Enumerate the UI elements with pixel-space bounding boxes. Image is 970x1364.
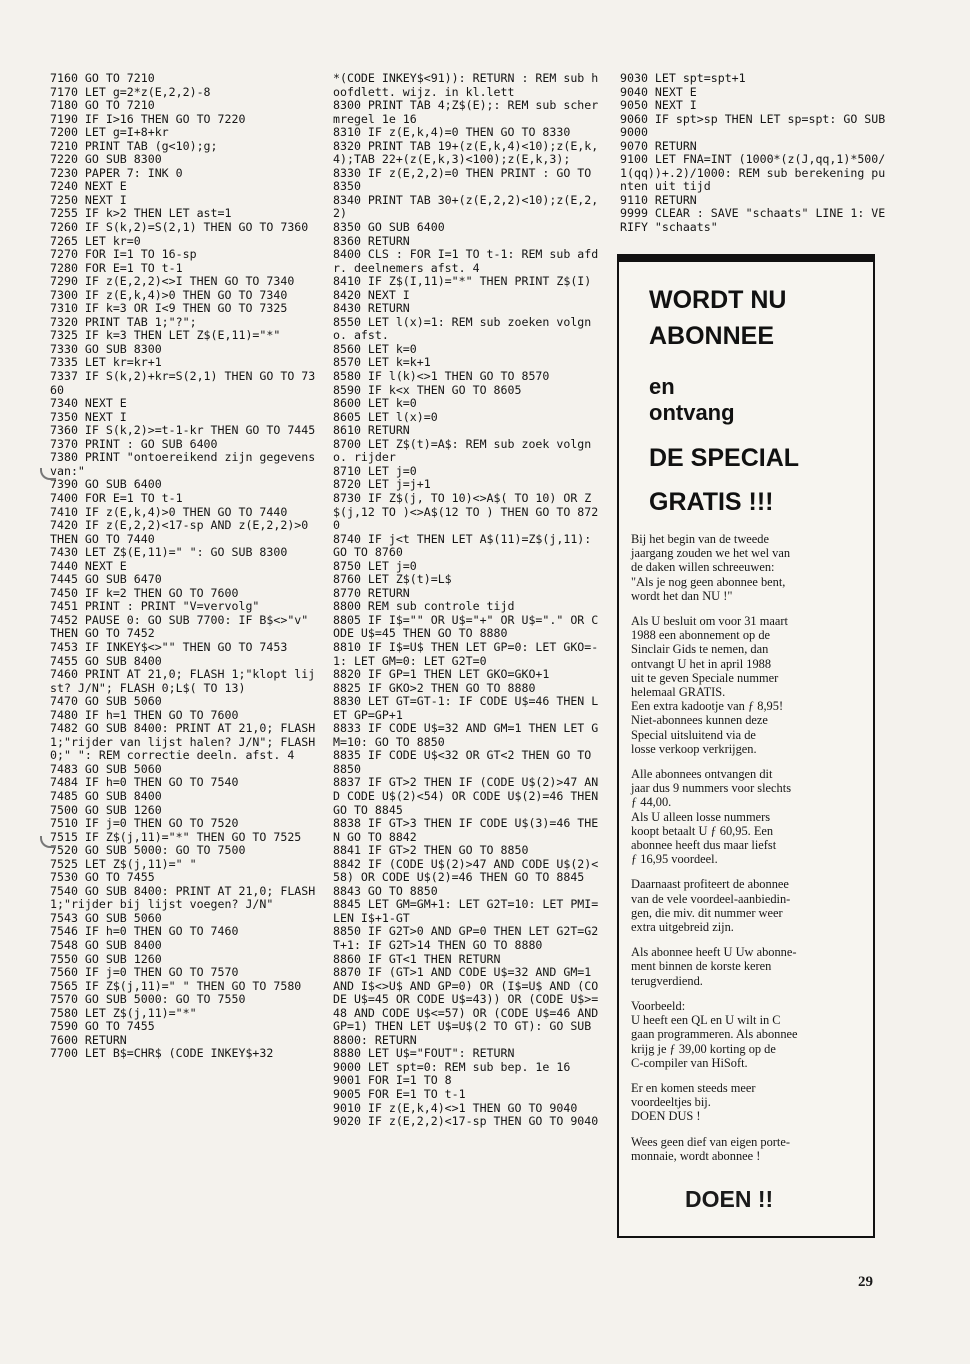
code-line: 8605 LET l(x)=0 xyxy=(333,409,438,424)
advert-paragraph xyxy=(631,1135,859,1163)
code-line: 7255 IF k>2 THEN LET ast=1 xyxy=(50,206,232,221)
code-line: 7530 GO TO 7455 xyxy=(50,870,155,885)
advert-line: koopt betaalt U ƒ 60,95. Een xyxy=(631,823,774,838)
code-line: 8845 LET GM=GM+1: LET G2T=10: LET PMI= LEN I$+1-GT xyxy=(333,897,606,925)
code-line: 8837 IF GT>2 THEN IF (CODE U$(2)>47 AND CODE U$(2)<54) OR CODE U$(2)=46 THEN GO TO 8845 xyxy=(333,775,606,817)
advert-line: Alle abonnees ontvangen dit xyxy=(631,767,773,782)
code-line: 7700 LET B$=CHR$ (CODE INKEY$+32 xyxy=(50,1046,274,1061)
advert-line: U heeft een QL en U wilt in C xyxy=(631,1013,781,1028)
advert-line: Als U alleen losse nummers xyxy=(631,809,771,824)
code-line: 8430 RETURN xyxy=(333,301,410,316)
code-line: 9060 IF spt>sp THEN LET sp=spt: GO SUB 9000 xyxy=(620,111,893,140)
code-line: 7335 LET kr=kr+1 xyxy=(50,355,162,370)
advert-line: jaar dus 9 nummers voor slechts xyxy=(631,781,792,796)
advert-line: C-compiler van HiSoft. xyxy=(631,1055,748,1070)
code-line: 9001 FOR I=1 TO 8 xyxy=(333,1073,452,1088)
code-line: 7230 PAPER 7: INK 0 xyxy=(50,165,183,180)
code-line: 7590 GO TO 7455 xyxy=(50,1019,155,1034)
code-line: 7482 GO SUB 8400: PRINT AT 21,0; FLASH 1;"rijder van lijst halen? J/N"; FLASH 0;" ": REM correctie deeln. afst. 4 xyxy=(50,721,323,763)
advert-line: wordt het dan NU !" xyxy=(631,588,733,603)
advert-line: ƒ 44,00. xyxy=(631,795,672,810)
code-line: 9040 NEXT E xyxy=(620,84,697,99)
code-line: 7260 IF S(k,2)=S(2,1) THEN GO TO 7360 xyxy=(50,220,309,235)
advert-line: Voorbeeld: xyxy=(631,998,686,1013)
code-line: 9110 RETURN xyxy=(620,192,697,207)
code-line: 8880 LET U$="FOUT": RETURN xyxy=(333,1046,515,1061)
code-line: 7320 PRINT TAB 1;"?"; xyxy=(50,314,197,329)
code-line: 7340 NEXT E xyxy=(50,396,127,411)
basic-listing-column-3 xyxy=(620,72,892,235)
code-line: *(CODE INKEY$<91)): RETURN : REM sub hoofdlett. wijz. in kl.lett xyxy=(333,71,599,99)
code-line: 8410 IF Z$(I,11)="*" THEN PRINT Z$(I) xyxy=(333,274,592,289)
code-line: 8843 GO TO 8850 xyxy=(333,883,438,898)
code-line: 7400 FOR E=1 TO t-1 xyxy=(50,490,183,505)
code-line: 7200 LET g=I+8+kr xyxy=(50,125,169,140)
advert-line: Als U besluit om voor 31 maart xyxy=(631,614,788,629)
code-line: 8850 IF G2T>0 AND GP=0 THEN LET G2T=G2T+1: IF G2T>14 THEN GO TO 8880 xyxy=(333,924,599,952)
margin-mark xyxy=(40,468,56,480)
code-line: 8833 IF CODE U$=32 AND GM=1 THEN LET GM=10: GO TO 8850 xyxy=(333,721,599,749)
advert-line: helemaal GRATIS. xyxy=(631,685,726,700)
code-line: 8310 IF z(E,k,4)=0 THEN GO TO 8330 xyxy=(333,125,571,140)
code-line: 7250 NEXT I xyxy=(50,192,127,207)
code-line: 7510 IF j=0 THEN GO TO 7520 xyxy=(50,816,239,831)
code-line: 8825 IF GKO>2 THEN GO TO 8880 xyxy=(333,680,536,695)
code-line: 7525 LET Z$(j,11)=" " xyxy=(50,856,197,871)
code-line: 7190 IF I>16 THEN GO TO 7220 xyxy=(50,111,246,126)
code-line: 7485 GO SUB 8400 xyxy=(50,788,162,803)
code-line: 7484 IF h=0 THEN GO TO 7540 xyxy=(50,775,239,790)
advert-paragraph xyxy=(631,999,859,1070)
code-line: 7540 GO SUB 8400: PRINT AT 21,0; FLASH 1;"rijder bij lijst voegen? J/N" xyxy=(50,883,323,912)
margin-mark xyxy=(40,836,56,848)
code-line: 7450 IF k=2 THEN GO TO 7600 xyxy=(50,585,239,600)
advert-line: jaargang zouden we het wel van xyxy=(631,546,791,561)
code-line: 8820 IF GP=1 THEN LET GKO=GKO+1 xyxy=(333,667,550,682)
advert-call-to-action: DOEN !! xyxy=(685,1186,774,1212)
code-line: 7515 IF Z$(j,11)="*" THEN GO TO 7525 xyxy=(50,829,302,844)
code-line: 7360 IF S(k,2)>=t-1-kr THEN GO TO 7445 xyxy=(50,423,316,438)
code-line: 7440 NEXT E xyxy=(50,558,127,573)
code-line: 8760 LET Z$(t)=L$ xyxy=(333,572,452,587)
code-line: 7370 PRINT : GO SUB 6400 xyxy=(50,436,218,451)
advert-line: ment binnen de korste keren xyxy=(631,959,772,974)
advert-line: abonnee heeft dus maar liefst xyxy=(631,838,777,853)
advert-headline-1: WORDT NU xyxy=(649,286,787,314)
code-line: 7325 IF k=3 THEN LET Z$(E,11)="*" xyxy=(50,328,281,343)
advert-line: monnaie, wordt abonnee ! xyxy=(631,1148,761,1163)
code-line: 7210 PRINT TAB (g<10);g; xyxy=(50,138,218,153)
advert-paragraph xyxy=(631,614,859,756)
code-line: 7350 NEXT I xyxy=(50,409,127,424)
code-line: 8730 IF Z$(j, TO 10)<>A$( TO 10) OR Z$(j,12 TO )<>A$(12 TO ) THEN GO TO 8720 xyxy=(333,490,599,533)
advert-paragraph xyxy=(631,532,859,603)
code-line: 7570 GO SUB 5000: GO TO 7550 xyxy=(50,992,246,1007)
code-line: 7543 GO SUB 5060 xyxy=(50,910,162,925)
code-line: 7483 GO SUB 5060 xyxy=(50,761,162,776)
code-line: 7310 IF k=3 OR I<9 THEN GO TO 7325 xyxy=(50,301,288,316)
code-line: 7380 PRINT "ontoereikend zijn gegevens van:" xyxy=(50,450,323,478)
advert-line: Bij het begin van de tweede xyxy=(631,532,769,546)
advert-line: Daarnaast profiteert de abonnee xyxy=(631,877,789,892)
advert-line: Niet-abonnees kunnen deze xyxy=(631,713,768,728)
advert-headline-4: ontvang xyxy=(649,400,735,425)
code-line: 8720 LET j=j+1 xyxy=(333,477,431,492)
basic-listing-column-1 xyxy=(50,72,322,1061)
code-line: 8340 PRINT TAB 30+(z(E,2,2)<10);z(E,2,2) xyxy=(333,192,599,221)
code-line: 9030 LET spt=spt+1 xyxy=(620,71,746,85)
code-line: 8830 LET GT=GT-1: IF CODE U$=46 THEN LET GP=GP+1 xyxy=(333,694,599,722)
advert-line: Een extra kadootje van ƒ 8,95! xyxy=(631,699,784,714)
code-line: 8860 IF GT<1 THEN RETURN xyxy=(333,951,501,966)
advert-line: Wees geen dief van eigen porte- xyxy=(631,1134,790,1149)
advert-line: uit te geven Speciale nummer xyxy=(631,670,779,685)
code-line: 7290 IF z(E,2,2)<>I THEN GO TO 7340 xyxy=(50,274,295,289)
advert-paragraph xyxy=(631,945,859,988)
advert-line: gaan programmeren. Als abonnee xyxy=(631,1027,798,1042)
code-line: 7220 GO SUB 8300 xyxy=(50,152,162,167)
code-line: 8805 IF I$="" OR U$="+" OR U$="." OR CODE U$=45 THEN GO TO 8880 xyxy=(333,612,599,641)
advert-headline-5: DE SPECIAL xyxy=(649,444,800,472)
advert-line: extra uitgebreid zijn. xyxy=(631,920,734,935)
code-line: 8550 LET l(x)=1: REM sub zoeken volgno. afst. xyxy=(333,314,592,343)
code-line: 8350 GO SUB 6400 xyxy=(333,220,445,235)
code-line: 8842 IF (CODE U$(2)>47 AND CODE U$(2)<58) OR CODE U$(2)=46 THEN GO TO 8845 xyxy=(333,856,599,885)
code-line: 8770 RETURN xyxy=(333,585,410,600)
code-line: 8580 IF l(k)<>1 THEN GO TO 8570 xyxy=(333,369,550,384)
advert-line: van de vele voordeel-aanbiedin- xyxy=(631,891,791,906)
code-line: 9999 CLEAR : SAVE "schaats" LINE 1: VERIFY "schaats" xyxy=(620,206,886,235)
code-line: 7565 IF Z$(j,11)=" " THEN GO TO 7580 xyxy=(50,978,302,993)
advert-line: Special uitsluitend via de xyxy=(631,727,756,742)
advert-headline-6: GRATIS !!! xyxy=(649,488,774,516)
code-line: 7600 RETURN xyxy=(50,1032,127,1047)
code-line: 7470 GO SUB 5060 xyxy=(50,694,162,709)
code-line: 8400 CLS : FOR I=1 TO t-1: REM sub afdr. deelnemers afst. 4 xyxy=(333,247,599,275)
code-line: 7240 NEXT E xyxy=(50,179,127,194)
code-line: 7265 LET kr=0 xyxy=(50,233,141,248)
advert-top-rule xyxy=(619,256,873,262)
code-line: 9000 LET spt=0: REM sub bep. 1e 16 xyxy=(333,1059,571,1074)
code-line: 7430 LET Z$(E,11)=" ": GO SUB 8300 xyxy=(50,545,288,560)
advert-body-text xyxy=(631,532,859,1174)
advert-line: gen, die miv. dit nummer weer xyxy=(631,905,783,920)
code-line: 9100 LET FNA=INT (1000*(z(J,qq,1)*500/1(qq))+.2)/1000: REM sub berekening punten uit tijd xyxy=(620,152,886,194)
code-line: 8841 IF GT>2 THEN GO TO 8850 xyxy=(333,843,529,858)
code-line: 7410 IF z(E,k,4)>0 THEN GO TO 7440 xyxy=(50,504,288,519)
code-line: 7548 GO SUB 8400 xyxy=(50,938,162,952)
code-line: 8740 IF j<t THEN LET A$(11)=Z$(j,11): GO TO 8760 xyxy=(333,531,599,560)
advert-line: voordeeltjes bij. xyxy=(631,1095,711,1110)
advert-line: Er en komen steeds meer xyxy=(631,1080,756,1095)
advert-paragraph xyxy=(631,1081,859,1124)
code-line: 7337 IF S(k,2)+kr=S(2,1) THEN GO TO 7360 xyxy=(50,369,316,397)
code-line: 9005 FOR E=1 TO t-1 xyxy=(333,1087,466,1102)
code-line: 8420 NEXT I xyxy=(333,287,410,302)
code-line: 7451 PRINT : PRINT "V=vervolg" xyxy=(50,599,260,614)
code-line: 8320 PRINT TAB 19+(z(E,k,4)<10);z(E,k,4);TAB 22+(z(E,k,3)<100);z(E,k,3); xyxy=(333,138,599,167)
code-line: 7453 IF INKEY$<>"" THEN GO TO 7453 xyxy=(50,639,288,654)
code-line: 7330 GO SUB 8300 xyxy=(50,341,162,356)
code-line: 8710 LET j=0 xyxy=(333,463,417,478)
code-line: 7550 GO SUB 1260 xyxy=(50,951,162,966)
code-line: 8330 IF z(E,2,2)=0 THEN PRINT : GO TO 8350 xyxy=(333,165,599,194)
advert-line: ƒ 16,95 voordeel. xyxy=(631,852,718,867)
code-line: 8360 RETURN xyxy=(333,233,410,248)
code-line: 7420 IF z(E,2,2)<17-sp AND z(E,2,2)>0 THEN GO TO 7440 xyxy=(50,518,316,546)
basic-listing-column-2 xyxy=(333,72,605,1129)
code-line: 7520 GO SUB 5000: GO TO 7500 xyxy=(50,843,246,858)
advert-headline-2: ABONNEE xyxy=(649,322,775,350)
advert-line: "Als je nog geen abonnee bent, xyxy=(631,574,786,589)
code-line: 9020 IF z(E,2,2)<17-sp THEN GO TO 9040 xyxy=(333,1114,599,1129)
code-line: 9050 NEXT I xyxy=(620,98,697,113)
code-line: 8560 LET k=0 xyxy=(333,341,417,356)
code-line: 7180 GO TO 7210 xyxy=(50,98,155,113)
code-line: 8800 REM sub controle tijd xyxy=(333,599,515,614)
code-line: 7390 GO SUB 6400 xyxy=(50,477,162,492)
advert-line: de daken willen schreeuwen: xyxy=(631,560,775,575)
code-line: 7170 LET g=2*z(E,2,2)-8 xyxy=(50,84,211,99)
advert-line: Als abonnee heeft U Uw abonne- xyxy=(631,945,797,960)
code-line: 7452 PAUSE 0: GO SUB 7700: IF B$<>"v" THEN GO TO 7452 xyxy=(50,612,316,641)
code-line: 7580 LET Z$(j,11)="*" xyxy=(50,1005,197,1020)
code-line: 9070 RETURN xyxy=(620,138,697,153)
advert-line: terugverdiend. xyxy=(631,973,703,988)
code-line: 7480 IF h=1 THEN GO TO 7600 xyxy=(50,707,239,722)
code-line: 7460 PRINT AT 21,0; FLASH 1;"klopt lijst? J/N"; FLASH 0;L$( TO 13) xyxy=(50,667,316,695)
advert-line: krijg je ƒ 39,00 korting op de xyxy=(631,1041,776,1056)
code-line: 8700 LET Z$(t)=A$: REM sub zoek volgno. rijder xyxy=(333,436,592,465)
code-line: 8870 IF (GT>1 AND CODE U$=32 AND GM=1 AND I$<>U$ AND GP=0) OR (I$=U$ AND (CODE U$=45 OR CODE U$=43)) OR (CODE U$>=48 AND CODE U$<=57) OR (CODE U$=46 AND GP=1) THEN LET U$=U$(2 TO GT): GO SUB 8800: RETURN xyxy=(333,965,606,1047)
code-line: 7280 FOR E=1 TO t-1 xyxy=(50,260,183,275)
code-line: 7560 IF j=0 THEN GO TO 7570 xyxy=(50,965,239,980)
code-line: 8590 IF k<x THEN GO TO 8605 xyxy=(333,382,522,397)
code-line: 7445 GO SUB 6470 xyxy=(50,572,162,587)
code-line: 8750 LET j=0 xyxy=(333,558,417,573)
advert-paragraph xyxy=(631,877,859,934)
advert-paragraph xyxy=(631,767,859,866)
code-line: 8300 PRINT TAB 4;Z$(E);: REM sub schermregel 1e 16 xyxy=(333,98,599,126)
code-line: 8570 LET k=k+1 xyxy=(333,355,431,370)
code-line: 7300 IF z(E,k,4)>0 THEN GO TO 7340 xyxy=(50,287,288,302)
code-line: 8838 IF GT>3 THEN IF CODE U$(3)=46 THEN GO TO 8842 xyxy=(333,816,599,844)
code-line: 8810 IF I$=U$ THEN LET GP=0: LET GKO=-1: LET GM=0: LET G2T=0 xyxy=(333,639,599,668)
code-line: 7455 GO SUB 8400 xyxy=(50,653,162,668)
code-line: 7270 FOR I=1 TO 16-sp xyxy=(50,247,197,262)
advert-line: losse verkoop verkrijgen. xyxy=(631,741,757,756)
advert-line: Sinclair Gids te nemen, dan xyxy=(631,642,769,657)
code-line: 7546 IF h=0 THEN GO TO 7460 xyxy=(50,924,239,939)
code-line: 8835 IF CODE U$<32 OR GT<2 THEN GO TO 8850 xyxy=(333,748,599,776)
code-line: 7500 GO SUB 1260 xyxy=(50,802,162,817)
page-number: 29 xyxy=(858,1274,873,1290)
advert-line: 1988 een abonnement op de xyxy=(631,628,771,643)
code-line: 7160 GO TO 7210 xyxy=(50,71,155,85)
advert-line: ontvangt U het in april 1988 xyxy=(631,656,772,671)
advert-line: DOEN DUS ! xyxy=(631,1109,701,1124)
code-line: 8600 LET k=0 xyxy=(333,396,417,411)
advert-headline-3: en xyxy=(649,374,675,399)
code-line: 8610 RETURN xyxy=(333,423,410,438)
code-line: 9010 IF z(E,k,4)<>1 THEN GO TO 9040 xyxy=(333,1100,578,1115)
subscription-advert-box xyxy=(617,254,875,1238)
